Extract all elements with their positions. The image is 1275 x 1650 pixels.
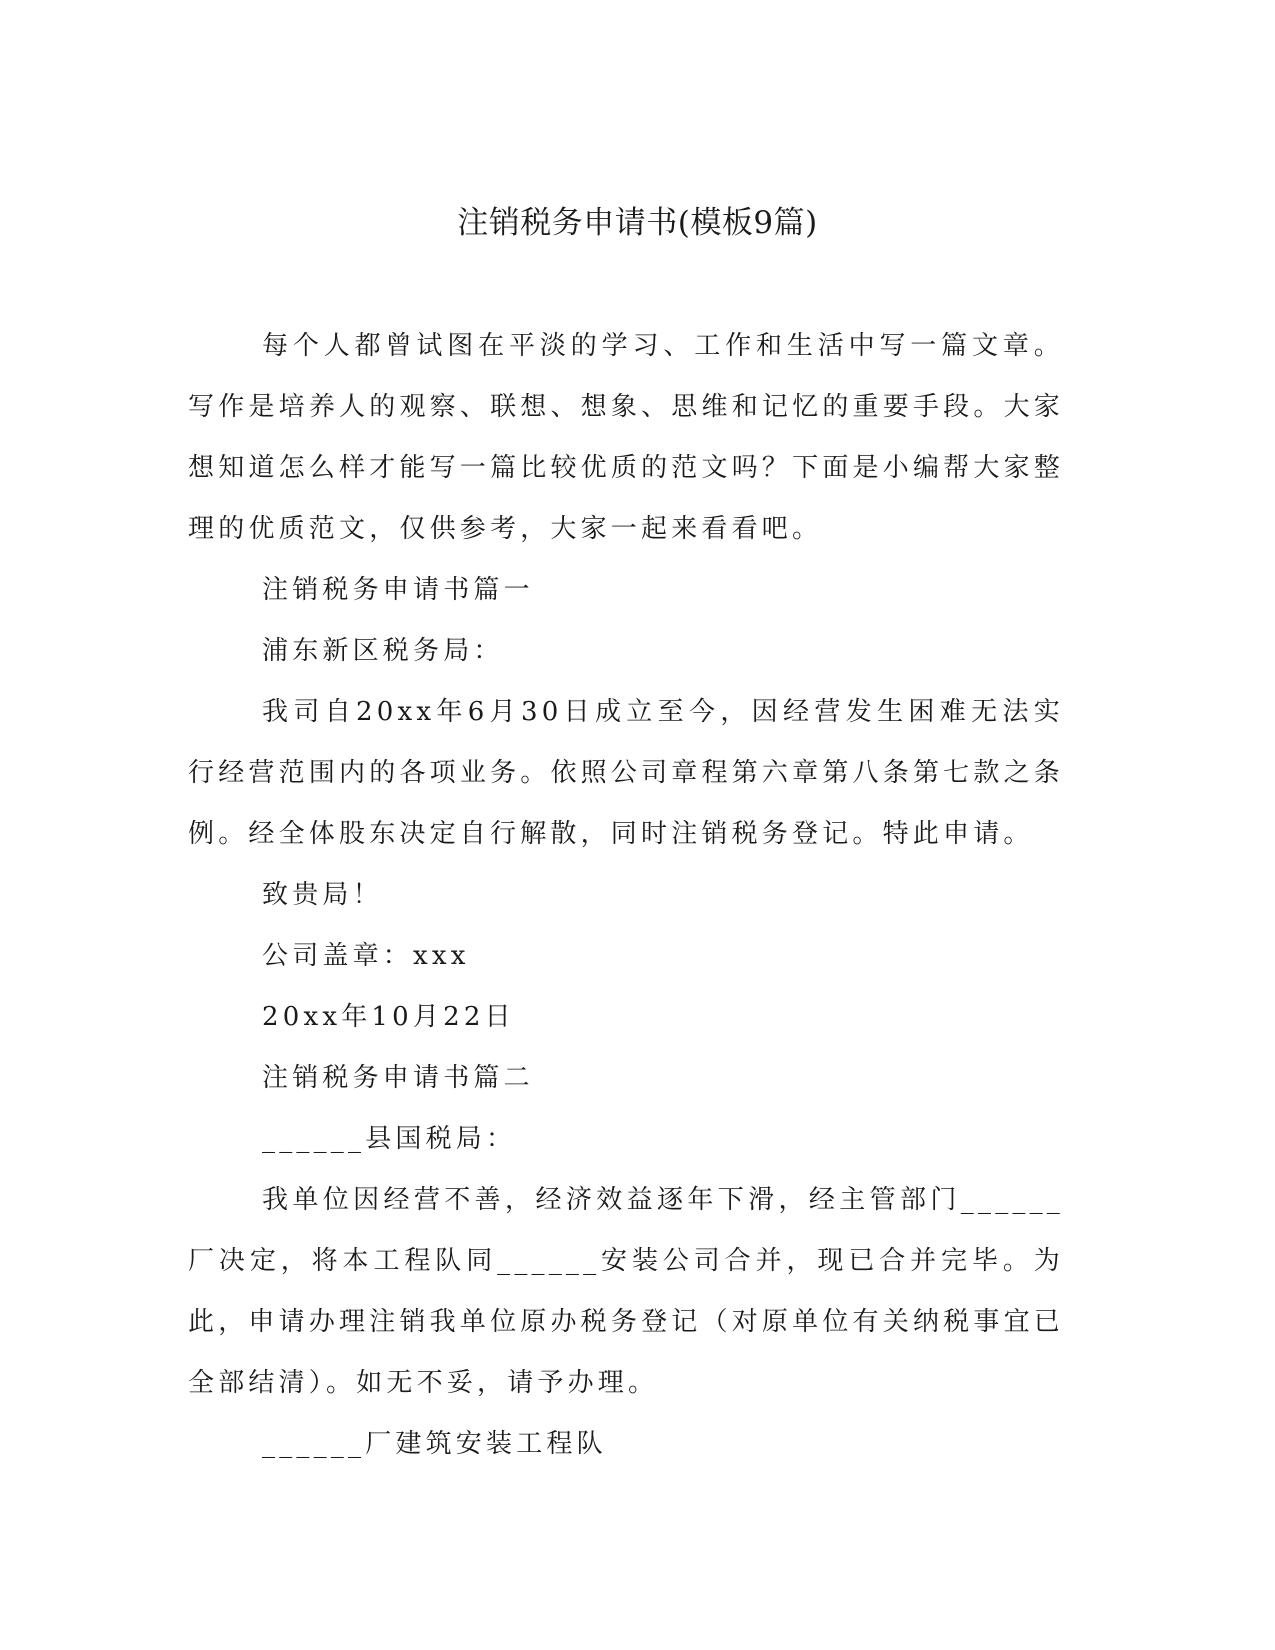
letter-1-salutation: 致贵局！ <box>262 880 383 910</box>
letter-1-body: 我司自20xx年6月30日成立至今，因经营发生困难无法实行经营范围内的各项业务。依照公司章程第六章第八条第七款之条例。经全体股东决定自行解散，同时注销税务登记。特此申请。 <box>188 697 1064 849</box>
letter-2-body: 我单位因经营不善，经济效益逐年下滑，经主管部门______厂决定，将本工程队同______安装公司合并，现已合并完毕。为此，申请办理注销我单位原办税务登记（对原单位有关纳税事宜已全部结清）。如无不妥，请予办理。 <box>188 1185 1064 1398</box>
letter-1-seal: 公司盖章：xxx <box>262 941 470 971</box>
document-title: 注销税务申请书(模板9篇) <box>457 205 818 241</box>
letter-1-date: 20xx年10月22日 <box>262 1002 515 1032</box>
letter-2-signature: ______厂建筑安装工程队 <box>262 1429 607 1459</box>
document-body <box>188 316 1064 1475</box>
section-heading-1: 注销税务申请书篇一 <box>262 575 534 605</box>
letter-2-recipient: ______县国税局： <box>262 1124 517 1154</box>
letter-1-recipient: 浦东新区税务局： <box>262 636 504 666</box>
section-heading-2: 注销税务申请书篇二 <box>262 1063 534 1093</box>
intro-paragraph: 每个人都曾试图在平淡的学习、工作和生活中写一篇文章。写作是培养人的观察、联想、想象、思维和记忆的重要手段。大家想知道怎么样才能写一篇比较优质的范文吗？下面是小编帮大家整理的优质范文，仅供参考，大家一起来看看吧。 <box>188 331 1064 544</box>
